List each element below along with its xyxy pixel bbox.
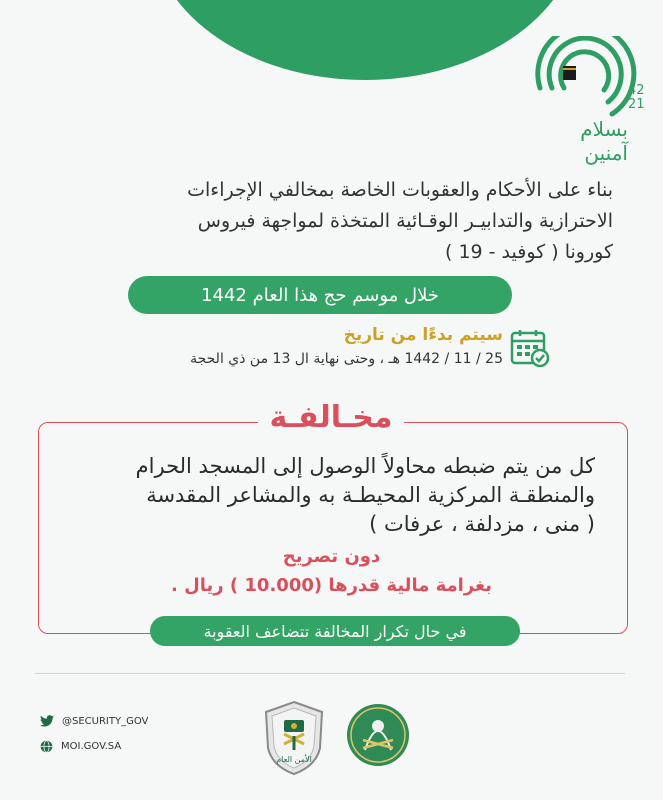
campaign-logo [528,36,648,166]
violation-body [75,452,595,539]
intro-paragraph [73,175,613,268]
twitter-handle: @SECURITY_GOV [62,715,149,727]
public-security-emblem [262,700,326,776]
violation-line: كل من يتم ضبطه محاولاً الوصول إلى المسجد الحرام [135,454,595,478]
fine-text: بغرامة مالية قدرها (10.000 ) ريال . [171,575,492,596]
concentric-arcs-icon [528,36,648,126]
ministry-emblem [345,702,411,768]
divider [35,673,625,674]
calendar-check-icon [510,328,550,368]
website-url: MOI.GOV.SA [61,740,122,752]
twitter-icon [40,715,54,727]
globe-icon [40,740,53,753]
season-pill: خلال موسم حج هذا العام 1442 [128,276,512,314]
twitter-contact[interactable] [40,712,148,730]
logo-word-2: آمنين [584,141,628,165]
schedule-title: سيتم بدءًا من تاريخ [343,325,503,345]
intro-line: كورونا ( كوفيد - 19 ) [444,241,613,263]
violation-line: والمنطقـة المركزية المحيطـة به والمشاعر المقدسة [146,483,595,507]
decorative-green-blob [150,0,580,80]
intro-line: الاحترازية والتدابيـر الوقـائية المتخذة لمواجهة فيروس [197,210,613,232]
repeat-penalty-pill: في حال تكرار المخالفة تتضاعف العقوبة [150,616,520,646]
schedule-text: 25 / 11 / 1442 هـ ، وحتى نهاية ال 13 من ذي الحجة [190,351,503,367]
website-contact[interactable] [40,737,121,755]
violation-title: مخـالفـة [258,398,404,438]
no-permit-text: دون تصريح [282,546,381,567]
public-security-label: الأمن العام [276,755,312,764]
logo-word-1: بسلام [580,117,628,141]
logo-number-bottom: 21 [628,97,645,112]
logo-number-top: 42 [628,83,645,98]
violation-line: ( منى ، مزدلفة ، عرفات ) [369,512,595,536]
intro-line: بناء على الأحكام والعقوبات الخاصة بمخالفي الإجراءات [187,179,613,201]
